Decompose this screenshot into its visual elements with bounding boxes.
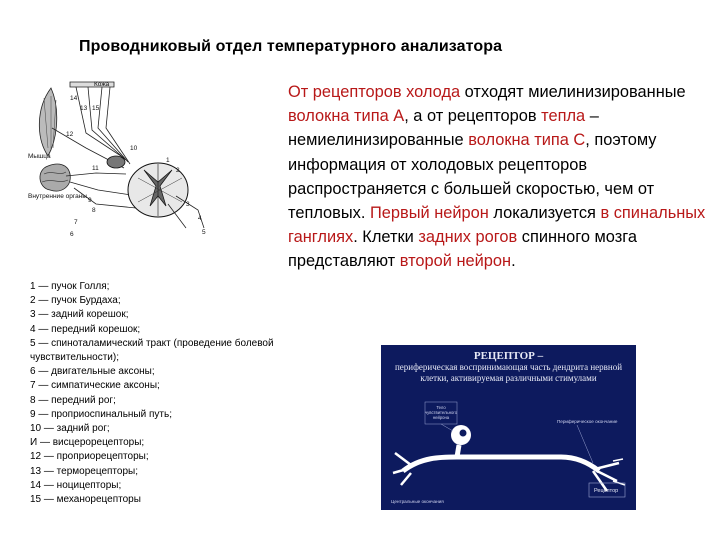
receptor-subtitle: периферическая воспринимающая часть дендрита нервной клетки, активируемая различными стимулами bbox=[394, 362, 623, 383]
label-peripheral: Периферическое окончание bbox=[557, 419, 618, 424]
paragraph-text: , поэтому информация от холодовых рецепторов распространяется с большей скоростью, чем от тепловых. bbox=[288, 131, 657, 223]
highlighted-term: волокна типа А bbox=[288, 107, 405, 126]
paragraph-text: . Клетки bbox=[353, 228, 419, 247]
receptor-title: РЕЦЕПТОР – bbox=[473, 350, 544, 362]
legend-item: 9 — проприоспинальный путь; bbox=[30, 408, 172, 420]
highlighted-term: волокна типа С bbox=[468, 131, 586, 150]
label-receptor: Рецептор bbox=[594, 488, 619, 494]
legend-item: 13 — терморецепторы; bbox=[30, 465, 138, 477]
highlighted-term: Первый нейрон bbox=[369, 204, 489, 223]
highlighted-term: От рецепторов холода bbox=[288, 83, 461, 101]
legend-item: 8 — передний рог; bbox=[30, 394, 116, 406]
label-n5: 5 bbox=[202, 229, 206, 236]
label-n9: 9 bbox=[88, 197, 92, 204]
label-organs: Внутренние органы bbox=[28, 193, 87, 200]
label-n6: 6 bbox=[70, 231, 74, 238]
legend-item: И — висцерорецепторы; bbox=[30, 437, 145, 449]
highlighted-term: в спинальных ганглиях bbox=[288, 204, 706, 247]
paragraph-text: спинного мозга представляют bbox=[288, 228, 637, 271]
neuron-axon bbox=[403, 457, 599, 471]
highlighted-term: второй нейрон bbox=[399, 252, 512, 271]
legend-item: 12 — проприорецепторы; bbox=[30, 451, 149, 463]
paragraph-text: , а от рецепторов bbox=[404, 107, 542, 126]
highlighted-term: задних рогов bbox=[418, 228, 518, 247]
label-n11: 11 bbox=[92, 165, 99, 172]
label-n13: 13 bbox=[80, 105, 88, 112]
label-n14: 14 bbox=[70, 95, 78, 102]
legend-item: 10 — задний рог; bbox=[30, 423, 110, 435]
receptor-neuron-drawing bbox=[381, 345, 636, 510]
paragraph-text: – немиелинизированные bbox=[288, 107, 599, 150]
legend-item: 4 — передний корешок; bbox=[30, 323, 141, 335]
highlighted-term: тепла bbox=[541, 107, 586, 126]
label-skin: Кожа bbox=[94, 81, 110, 88]
label-n1: 1 bbox=[166, 157, 170, 164]
label-n3: 3 bbox=[186, 201, 190, 208]
spinal-ganglion bbox=[107, 156, 125, 168]
label-n2: 2 bbox=[176, 167, 180, 174]
legend-item: 15 — механорецепторы bbox=[30, 494, 141, 506]
description-paragraph bbox=[288, 80, 708, 274]
legend-item: 3 — задний корешок; bbox=[30, 309, 129, 321]
label-n15: 15 bbox=[92, 105, 100, 112]
label-n12: 12 bbox=[66, 131, 74, 138]
label-n4: 4 bbox=[198, 215, 202, 222]
label-cell-body: Тело чувствительного нейрона bbox=[425, 405, 457, 420]
receptor-figure bbox=[381, 345, 636, 510]
spinal-cord-diagram bbox=[26, 78, 226, 260]
legend-item: 5 — спиноталамический тракт (проведение болевой чувствительности); bbox=[30, 337, 274, 364]
legend-item: 14 — ноцицепторы; bbox=[30, 479, 122, 491]
paragraph-text: отходят миелинизированные bbox=[460, 83, 686, 101]
organs-shape bbox=[40, 164, 70, 191]
label-n10: 10 bbox=[130, 145, 138, 152]
legend-item: 1 — пучок Голля; bbox=[30, 281, 110, 292]
paragraph-text: . bbox=[511, 252, 516, 271]
paragraph-text: локализуется bbox=[488, 204, 601, 223]
page-title: Проводниковый отдел температурного анализатора bbox=[79, 38, 503, 55]
label-n7: 7 bbox=[74, 219, 78, 226]
legend-item: 6 — двигательные аксоны; bbox=[30, 366, 155, 378]
label-central: Центральные окончания bbox=[391, 499, 444, 504]
label-n8: 8 bbox=[92, 207, 96, 214]
legend-item: 7 — симпатические аксоны; bbox=[30, 380, 160, 392]
legend-item: 2 — пучок Бурдаха; bbox=[30, 295, 121, 307]
label-muscle: Мышца bbox=[28, 153, 51, 160]
legend-list bbox=[30, 280, 360, 507]
